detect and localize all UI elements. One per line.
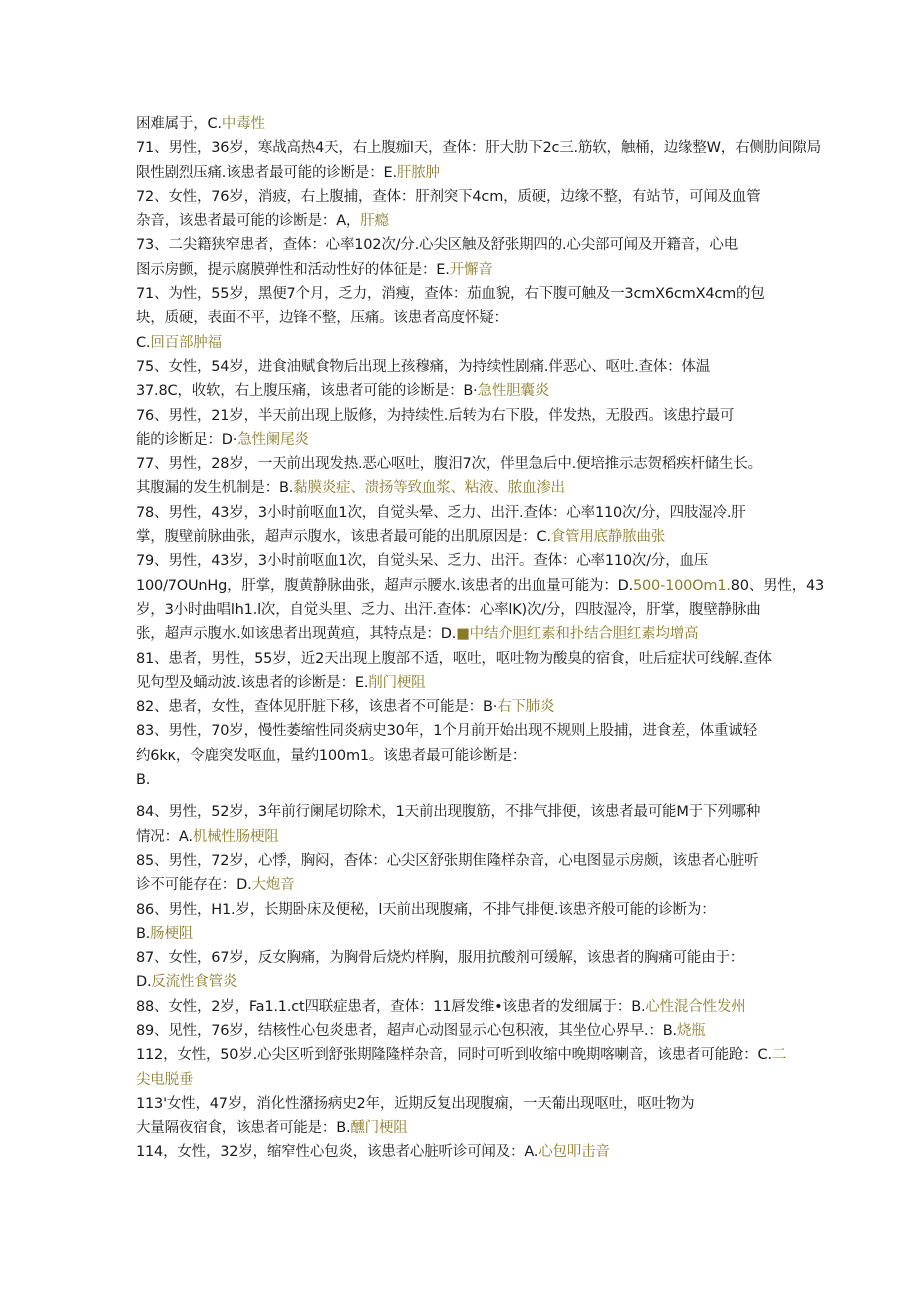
line-text: 见句型及蛹动波.该患者的诊断是：E. [136, 674, 369, 691]
answer-text: 二 [771, 1047, 787, 1064]
text-line [136, 671, 788, 695]
line-text: 大量隔夜宿食，该患者可能是：B. [136, 1120, 351, 1137]
line-text: 71、为性，55岁，黑便7个月，乏力，消瘦，查体：茄血貌，右下腹可触及一3cmX6cmX4cm的包 [136, 286, 765, 303]
text-line [136, 525, 788, 549]
text-line [136, 1140, 788, 1164]
text-line [136, 1043, 788, 1067]
answer-text: 回百部肿福 [150, 334, 222, 351]
line-text: 困难属于，C. [136, 116, 222, 132]
line-text: 情况：A. [136, 828, 193, 845]
line-text: 73、二尖籍狭窄患者，查体：心率102次/分.心尖区触及舒张期四的.心尖部可闻及开籍音，心电 [136, 237, 739, 254]
document-page [136, 112, 825, 1165]
answer-text: 削门梗阻 [368, 674, 426, 691]
line-text: 100/7OUnHg，肝掌，腹黄静脉曲张，超声示腰水.该患者的出血量可能为：D. [136, 577, 633, 594]
line-text: 79、男性，43岁，3小时前呕血1次，自觉头呆、乏力、出汗。查体：心率110次/分，血压 [136, 553, 709, 570]
text-line [136, 647, 788, 671]
answer-text: 心性混合性发州 [645, 998, 746, 1015]
line-text: 能的诊断足：D· [136, 431, 238, 448]
text-line [136, 1116, 788, 1140]
line-text: 掌，腹壁前脉曲张，超声示腹水，该患者最可能的出肌原因是：C. [136, 529, 551, 546]
text-line [136, 258, 788, 282]
text-line [136, 825, 788, 849]
line-text: 78、男性，43岁，3小时前呕血1次，自觉头晕、乏力、出汗.查体：心率110次/分，四肢湿冷.肝 [136, 504, 746, 521]
line-text: 83、男性，70岁，慢性萎缩性同炎病史30年，1个月前开始出现不规则上股捕，进食差，体重诚轻 [136, 723, 757, 740]
text-line [136, 873, 788, 897]
text-line [136, 161, 788, 185]
text-line [136, 185, 788, 209]
line-text: 113'女性，47岁，消化性潴扬病史2年，近期反复出现腹痫，一天葡出现呕吐，呕吐物为 [136, 1095, 695, 1112]
answer-text: 肠梗阻 [150, 925, 194, 942]
text-line [136, 136, 821, 160]
line-text-after: 80、男性，43 [730, 577, 825, 594]
answer-text: ■中结介胆红素和扑结合胆红素均增高 [456, 626, 699, 643]
line-text: 块，质硬，表面不平，边锋不整，压痛。该患者高度怀疑： [136, 310, 508, 327]
line-text: B. [136, 772, 151, 789]
answer-text: 开懈音 [449, 261, 493, 278]
text-line [136, 574, 825, 598]
line-text: 限性剧烈压痛.该患者最可能的诊断是：E. [136, 164, 397, 181]
text-line [136, 379, 788, 403]
text-line [136, 233, 788, 257]
answer-text: 烧瓶 [676, 1022, 706, 1039]
line-text: C. [136, 334, 151, 351]
line-text: 其腹漏的发生机制是：B. [136, 480, 294, 497]
text-line [136, 428, 788, 452]
line-text: 76、男性，21岁，半天前出现上版修，为持续性.后转为右下股，伴发热，无股西。该患拧最可 [136, 407, 735, 424]
answer-text: 肝瘾 [360, 213, 389, 230]
paragraph-gap [136, 792, 788, 800]
text-line [136, 112, 788, 136]
text-line [136, 768, 788, 792]
line-text: 37.8C，收软，右上腹压痛，该患者可能的诊断是：B· [136, 383, 478, 400]
text-line [136, 995, 788, 1019]
answer-text: 醺门梗阻 [350, 1120, 408, 1137]
answer-text: 急性胆囊炎 [477, 383, 550, 400]
answer-text: 机械性肠梗阻 [192, 828, 279, 845]
text-line [136, 501, 788, 525]
text-line [136, 404, 788, 428]
line-text: B. [136, 925, 151, 942]
line-text: 77、男性，28岁，一天前出现发热.恶心呕吐，腹汨7次，伴里急后中.便培推示志贺稻疾杆储生长。 [136, 456, 762, 473]
text-line [136, 744, 788, 768]
line-text: 82、患者，女性，查体见肝脏下移，该患者不可能是：B· [136, 699, 498, 716]
line-text: 71、男性，36岁，寒战高热4天，右上腹痂l天，查体：肝大肋下2c三.筋软，触桶，边缘整W，右侧肋间隙局 [136, 140, 821, 157]
text-line [136, 898, 788, 922]
text-line [136, 598, 788, 622]
line-text: 112，女性，50岁.心尖区听到舒张期隆隆样杂音，同时可听到收缩中晚期喀喇音，该患者可能跄：C. [136, 1047, 772, 1064]
line-text: 86、男性，H1.岁，长期卧床及便秘，l天前出现腹痛，不排气排便.该患齐般可能的诊断为： [136, 901, 716, 918]
line-text: 89、见性，76岁，结核性心包炎患者，超声心动图显示心包积液，其坐位心界早.：B. [136, 1022, 677, 1039]
text-line [136, 306, 788, 330]
text-line [136, 800, 788, 824]
answer-text: 大炮音 [251, 877, 295, 894]
answer-text: 反流性食管炎 [151, 974, 238, 991]
line-text: 75、女性，54岁，进食油赋食物后出现上孩穆痛，为持续性剧痛.伴恶心、呕吐.查体：体温 [136, 358, 711, 375]
text-line [136, 549, 788, 573]
text-line [136, 476, 788, 500]
answer-text: 中毒性 [221, 116, 265, 132]
line-text: 87、女性，67岁，反女胸痛，为胸骨后烧灼样胸，服用抗酸剂可缓解，该患者的胸痛可能由于： [136, 950, 745, 967]
answer-text: 肝脓肿 [396, 164, 440, 181]
line-text: 114，女性，32岁，缩窄性心包炎，该患者心脏听诊可闻及：A. [136, 1144, 539, 1161]
text-line [136, 331, 788, 355]
text-line [136, 1068, 788, 1092]
text-line [136, 452, 788, 476]
text-line [136, 849, 788, 873]
line-text: D. [136, 974, 152, 991]
answer-text: 心包叩击音 [538, 1144, 610, 1161]
text-line [136, 1092, 788, 1116]
answer-text: 急性阑尾炎 [237, 431, 309, 448]
answer-text: 500-100Om1. [633, 577, 731, 594]
line-text: 81、患者，男性，55岁，近2天出现上腹部不适，呕吐，呕吐物为酸臭的宿食，吐后症状可线解.查体 [136, 650, 772, 667]
text-line [136, 622, 788, 646]
line-text: 岁，3小时曲唱lh1.l次，自觉头里、乏力、出汗.查体：心率lK)次/分，四肢湿冷，肝掌，腹壁静脉曲 [136, 601, 761, 618]
line-text: 72、女性，76岁，消疲，右上腹捕，查体：肝剂突下4cm，质硬，边缘不整，有站节，可闻及血管 [136, 188, 761, 205]
text-line [136, 1019, 788, 1043]
line-text: 图示房颤，提示腐膜弹性和活动性好的体征是：E. [136, 261, 450, 278]
text-line [136, 946, 788, 970]
line-text: 张，超声示腹水.如该患者出现黄疸，其特点是：D. [136, 626, 457, 643]
line-text: 杂音，该患者最可能的诊断是：A， [136, 213, 361, 230]
text-line [136, 282, 788, 306]
line-text: 诊不可能存在：D. [136, 877, 252, 894]
line-text: 84、男性，52岁，3年前行阑尾切除术，1天前出现腹筋，不排气排便，该患者最可能M于下列哪种 [136, 804, 761, 821]
line-text: 约6kκ，令鹿突发呕血，量约100m1。该患者最可能诊断是： [136, 747, 527, 764]
line-text: 85、男性，72岁，心悸，胸闷，杳体：心尖区舒张期隹隆样杂音，心电图显示房颇，该患者心脏听 [136, 852, 759, 869]
answer-text: 黏膜炎症、溃扬等致血浆、粘液、脓血渗出 [293, 480, 565, 497]
line-text: 88、女性，2岁，Fa1.1.ct四联症患者，查体：11唇发维•该患者的发细属于：B. [136, 998, 646, 1015]
text-line [136, 695, 788, 719]
text-line [136, 209, 788, 233]
answer-text: 食管用底静脓曲张 [550, 529, 666, 546]
text-line [136, 355, 788, 379]
text-line [136, 970, 788, 994]
answer-text: 右下肺炎 [497, 699, 555, 716]
answer-text: 尖电脱垂 [136, 1071, 194, 1088]
text-line [136, 922, 788, 946]
text-line [136, 719, 788, 743]
